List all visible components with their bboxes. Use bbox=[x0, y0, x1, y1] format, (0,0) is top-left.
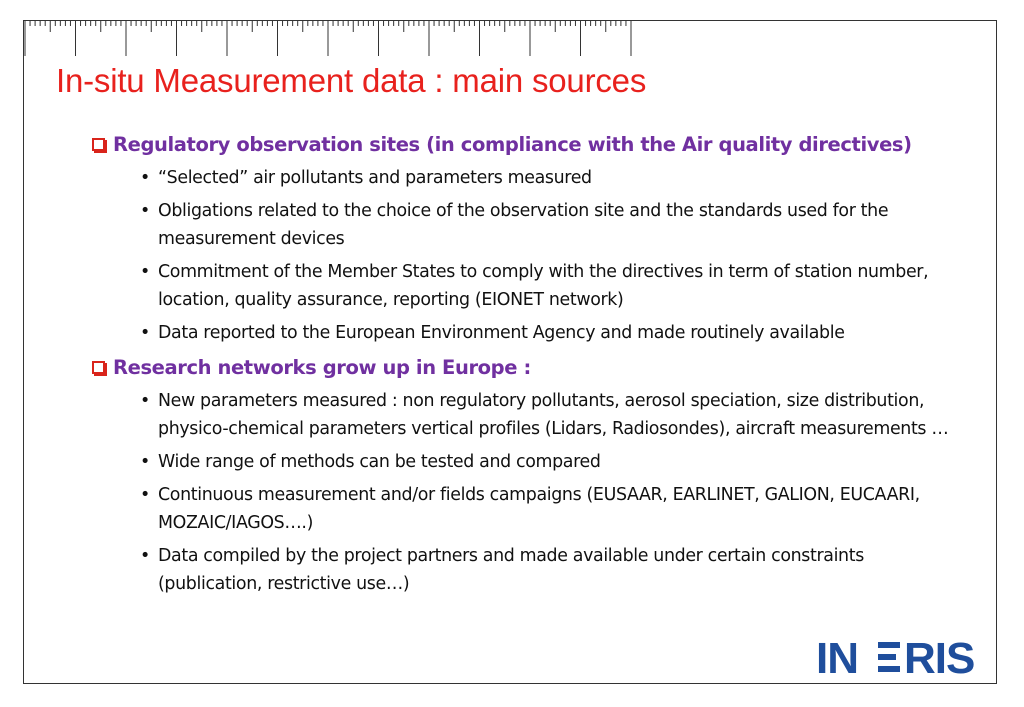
list-item: • New parameters measured : non regulatory pollutants, aerosol speciation, size distribution, physico-chemical parameters vertical profiles (Lidars, Radiosondes), aircraft measurements … bbox=[138, 387, 972, 443]
slide-title: In-situ Measurement data : main sources bbox=[56, 62, 647, 99]
svg-text:RIS: RIS bbox=[904, 634, 975, 682]
logo-e-mark bbox=[878, 642, 900, 672]
list-item: • Data reported to the European Environment Agency and made routinely available bbox=[138, 319, 972, 347]
bullet-list bbox=[92, 164, 972, 347]
section-heading: Regulatory observation sites (in compliance with the Air quality directives) bbox=[113, 133, 912, 156]
list-item: • Data compiled by the project partners and made available under certain constraints (publication, restrictive use…) bbox=[138, 542, 972, 598]
section-heading-row bbox=[92, 353, 972, 383]
list-item: • Wide range of methods can be tested and compared bbox=[138, 448, 972, 476]
list-item: • “Selected” air pollutants and parameters measured bbox=[138, 164, 972, 192]
list-item: • Obligations related to the choice of the observation site and the standards used for the measurement devices bbox=[138, 197, 972, 253]
section-research bbox=[92, 353, 972, 598]
ruler-decoration bbox=[23, 20, 633, 58]
slide-content bbox=[92, 130, 972, 604]
section-heading-row bbox=[92, 130, 972, 160]
section-heading: Research networks grow up in Europe : bbox=[113, 356, 531, 379]
section-regulatory bbox=[92, 130, 972, 347]
list-item: • Commitment of the Member States to comply with the directives in term of station number, location, quality assurance, reporting (EIONET network) bbox=[138, 258, 972, 314]
ineris-logo bbox=[812, 632, 988, 682]
checkbox-bullet-icon bbox=[92, 361, 105, 374]
checkbox-bullet-icon bbox=[92, 138, 105, 151]
list-item: • Continuous measurement and/or fields campaigns (EUSAAR, EARLINET, GALION, EUCAARI, MOZAIC/IAGOS….) bbox=[138, 481, 972, 537]
bullet-list bbox=[92, 387, 972, 598]
logo-text: IN bbox=[816, 634, 858, 682]
